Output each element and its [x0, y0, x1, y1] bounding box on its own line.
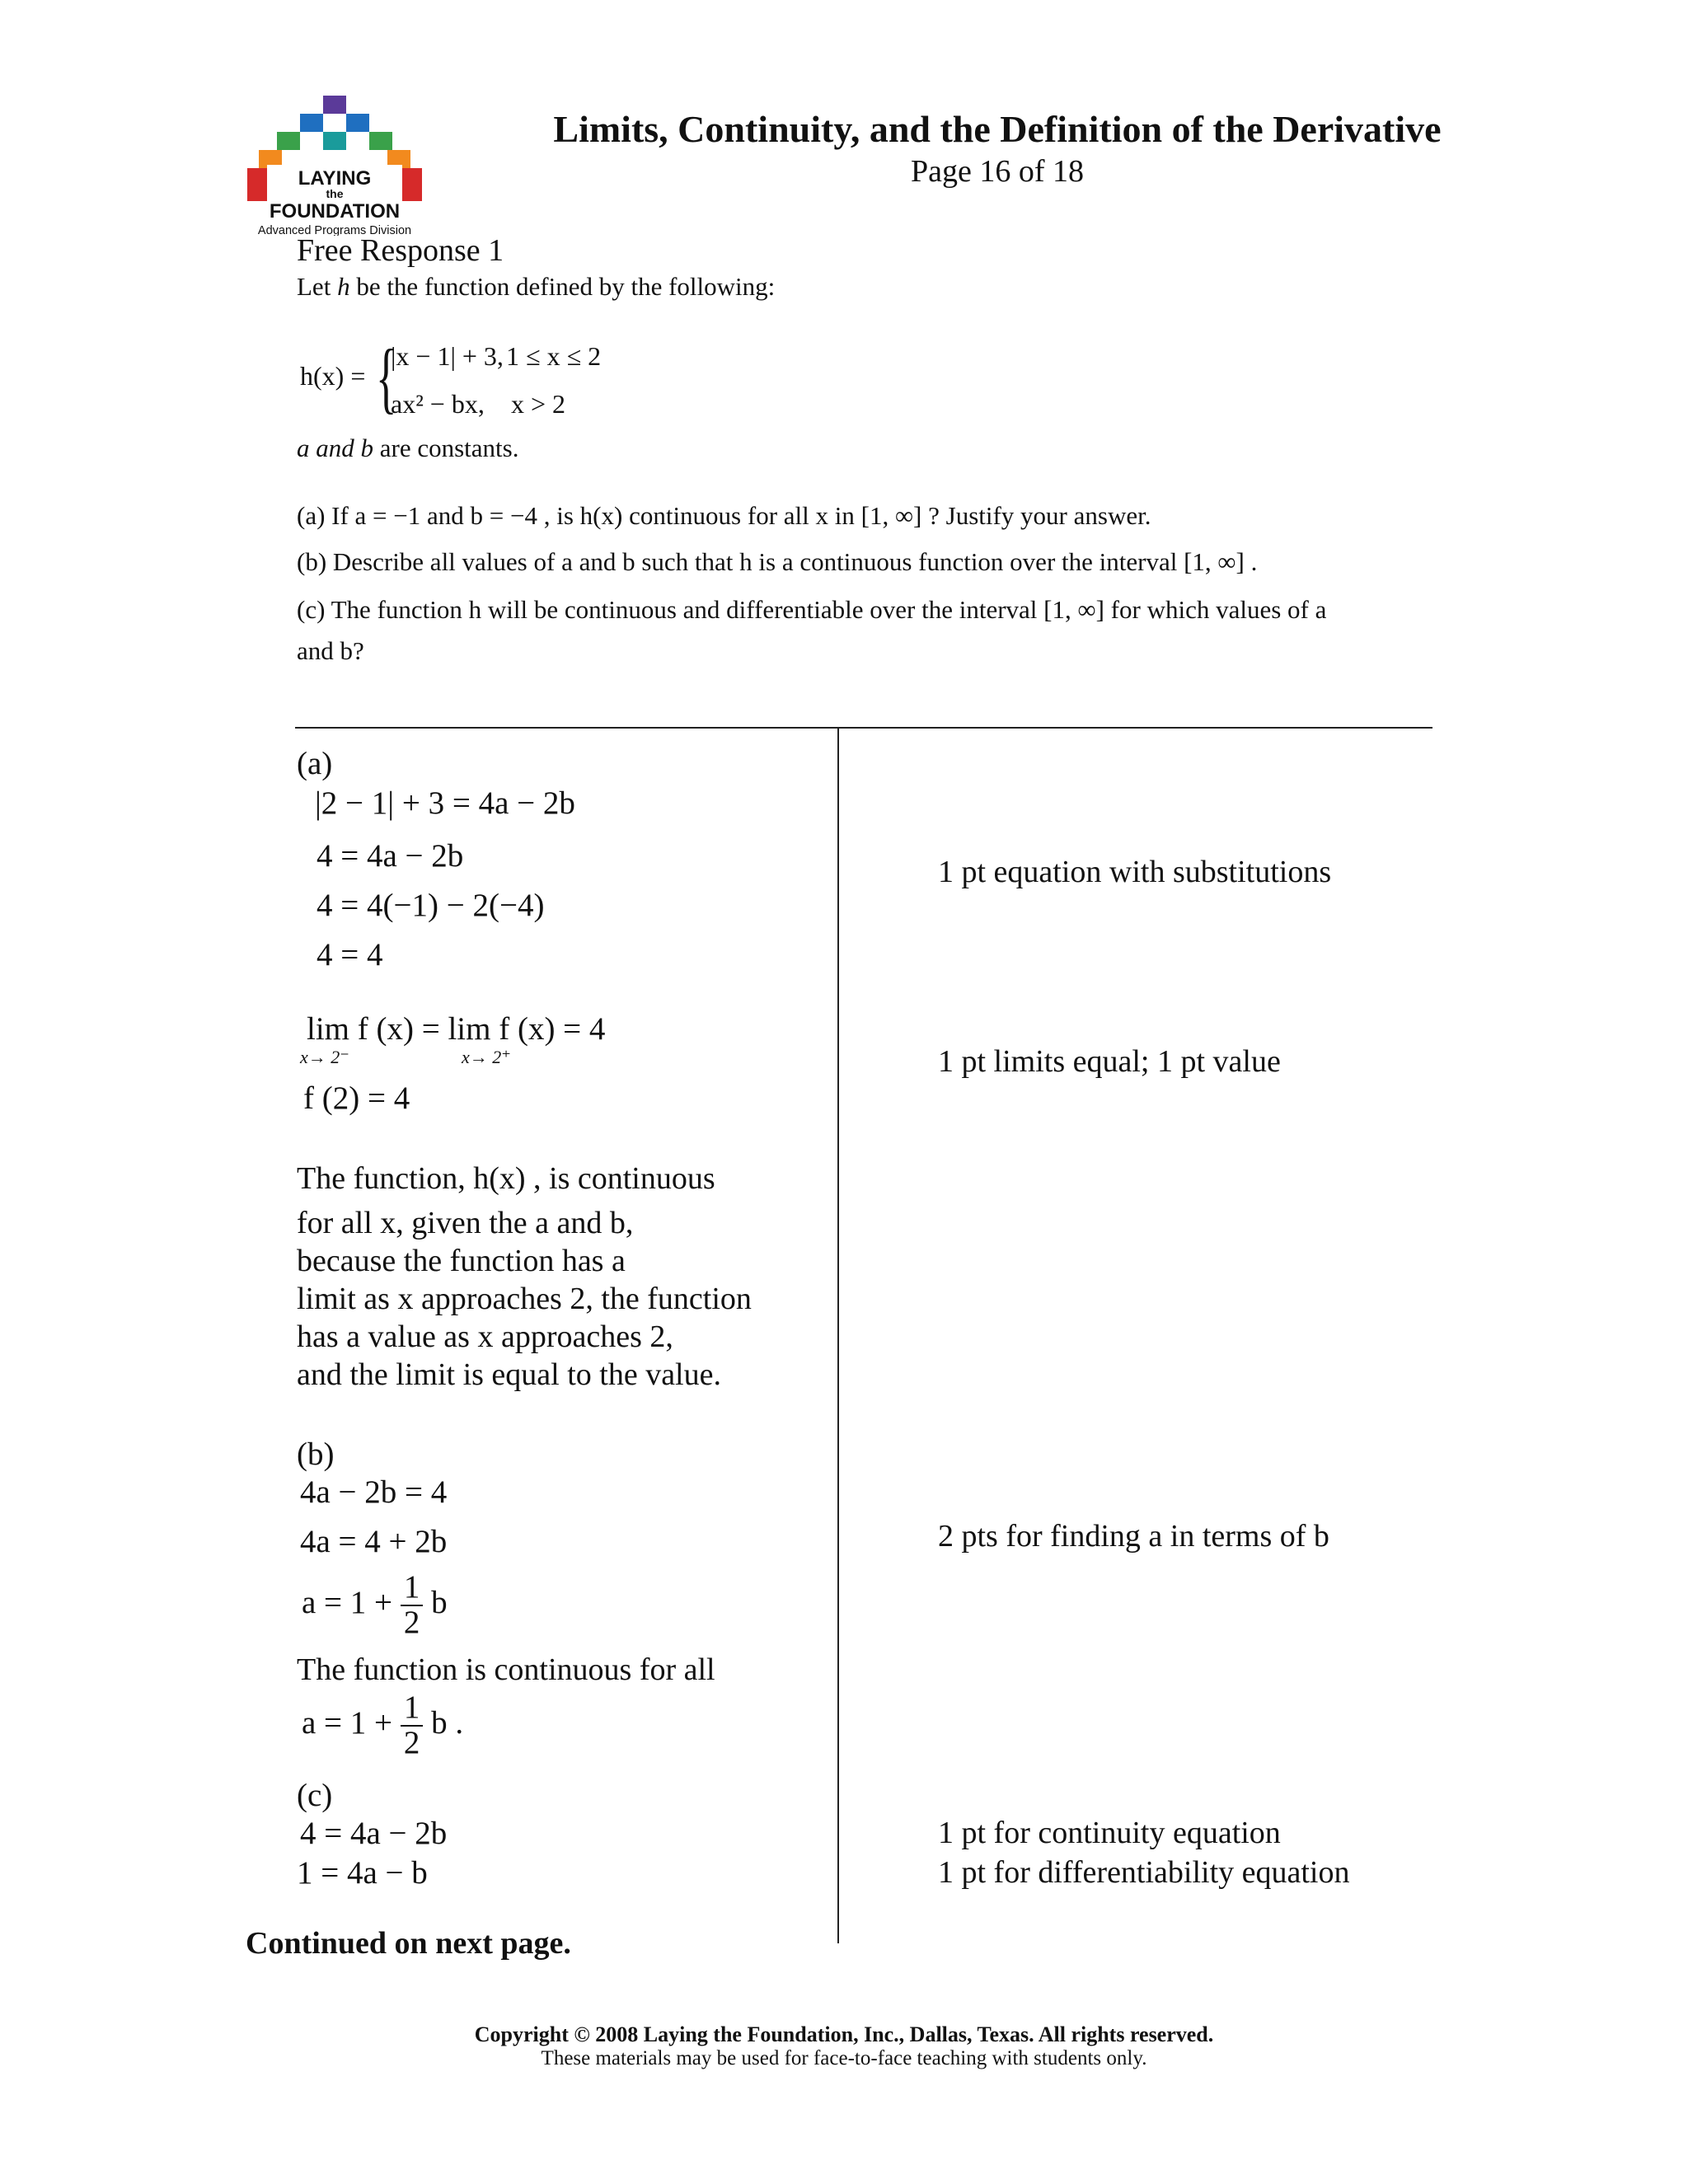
solution-a-limits: lim f (x) = lim f (x) = 4: [307, 1011, 606, 1047]
piece-2-expression: ax² − bx,: [391, 389, 485, 419]
solution-a-eq2: 4 = 4a − 2b: [316, 838, 464, 874]
solution-a-value: f (2) = 4: [303, 1080, 410, 1116]
solution-b-eq1: 4a − 2b = 4: [300, 1474, 448, 1510]
solution-a-label: (a): [297, 746, 333, 781]
solution-a-eq4: 4 = 4: [316, 937, 383, 972]
solution-a-text-6: and the limit is equal to the value.: [297, 1357, 721, 1392]
permission-line: These materials may be used for face-to-face teaching with students only.: [541, 2047, 1147, 2069]
laying-the-foundation-logo: [244, 96, 425, 236]
svg-text:the: the: [326, 187, 344, 200]
question-part-c-line2: and b?: [297, 636, 364, 665]
rubric-3: 2 pts for finding a in terms of b: [938, 1519, 1329, 1554]
svg-text:Advanced Programs Division: Advanced Programs Division: [257, 224, 412, 236]
solution-a-text-3: because the function has a: [297, 1244, 626, 1278]
rubric-2: 1 pt limits equal; 1 pt value: [938, 1044, 1281, 1079]
solution-b-label: (b): [297, 1436, 335, 1472]
rubric-1: 1 pt equation with substitutions: [938, 855, 1332, 889]
table-top-rule: [295, 727, 1432, 729]
piece-2-condition: x > 2: [511, 389, 566, 419]
continued-note: Continued on next page.: [246, 1926, 571, 1961]
rubric-5: 1 pt for differentiability equation: [938, 1855, 1350, 1890]
question-part-b: (b) Describe all values of a and b such that h is a continuous function over the interval [1, ∞] .: [297, 547, 1258, 576]
solution-a-text-4: limit as x approaches 2, the function: [297, 1282, 752, 1316]
solution-a-eq3: 4 = 4(−1) − 2(−4): [316, 888, 545, 923]
free-response-heading: Free Response 1: [297, 233, 504, 268]
piece-1-condition: 1 ≤ x ≤ 2: [506, 341, 602, 371]
column-divider: [837, 729, 839, 1943]
page-number: Page 16 of 18: [910, 154, 1085, 189]
problem-intro: Let h be the function defined by the following:: [297, 272, 776, 301]
solution-b-eq2: 4a = 4 + 2b: [300, 1524, 448, 1559]
one-half-fraction: $\frac{1}{2}$: [401, 1571, 424, 1640]
solution-b-text: The function is continuous for all: [297, 1652, 715, 1687]
solution-b-eq3: a = 1 + $\frac{1}{2}$ b: [302, 1569, 448, 1640]
limit-left-subscript: x→ 2⁻: [300, 1047, 349, 1067]
solution-a-text-5: has a value as x approaches 2,: [297, 1319, 673, 1354]
solution-b-eq4: a = 1 + $\frac{1}{2}$ b .: [302, 1690, 464, 1760]
svg-text:FOUNDATION: FOUNDATION: [269, 200, 401, 223]
page-title: Limits, Continuity, and the Definition of the Derivative: [553, 108, 1442, 150]
constants-note: a and b are constants.: [297, 434, 519, 462]
limit-right-subscript: x→ 2⁺: [462, 1047, 511, 1067]
solution-c-eq2: 1 = 4a − b: [297, 1855, 428, 1891]
solution-a-text-2: for all x, given the a and b,: [297, 1206, 634, 1240]
copyright-line: Copyright © 2008 Laying the Foundation, Inc., Dallas, Texas. All rights reserved.: [474, 2022, 1214, 2046]
solution-c-label: (c): [297, 1778, 333, 1813]
rubric-4: 1 pt for continuity equation: [938, 1816, 1281, 1850]
svg-text:LAYING: LAYING: [298, 167, 372, 190]
one-half-fraction: $\frac{1}{2}$: [401, 1691, 424, 1760]
question-part-a: (a) If a = −1 and b = −4 , is h(x) continuous for all x in [1, ∞] ? Justify your answer.: [297, 501, 1151, 530]
question-part-c-line1: (c) The function h will be continuous and differentiable over the interval [1, ∞] for which values of a: [297, 595, 1327, 624]
solution-c-eq1: 4 = 4a − 2b: [300, 1816, 448, 1851]
solution-a-eq1: |2 − 1| + 3 = 4a − 2b: [315, 785, 575, 821]
solution-a-text-1: The function, h(x) , is continuous: [297, 1161, 715, 1196]
function-lhs: h(x) =: [300, 361, 366, 391]
piecewise-brace: {: [376, 333, 397, 421]
piece-1-expression: |x − 1| + 3,: [391, 341, 504, 371]
